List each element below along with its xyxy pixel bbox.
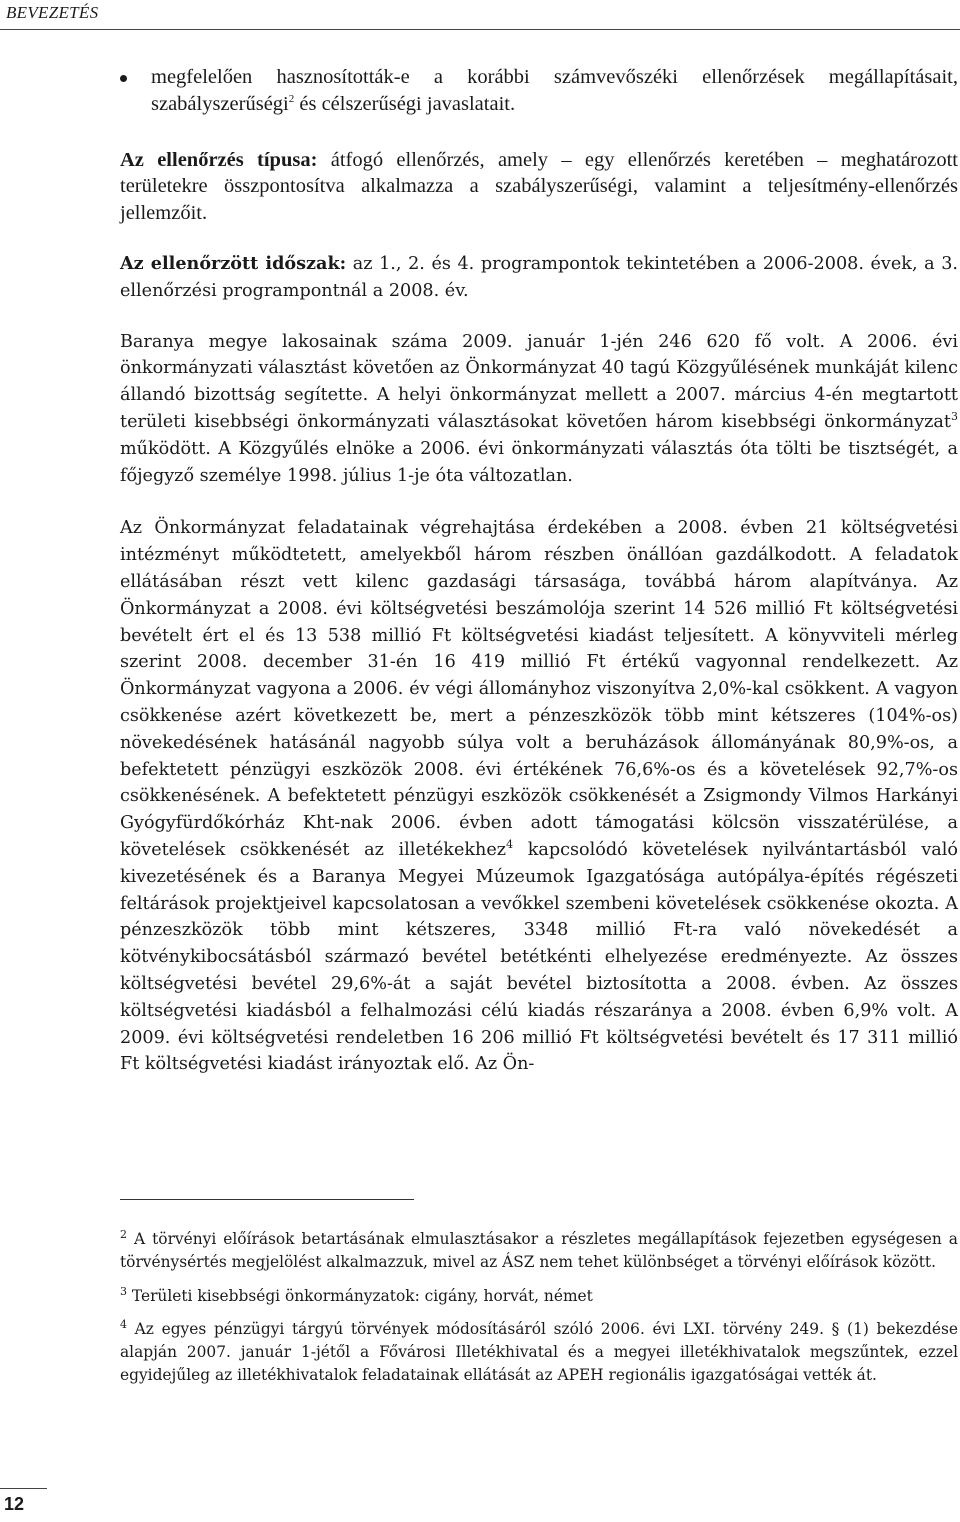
audit-type-label: Az ellenőrzés típusa:	[120, 148, 318, 171]
audit-period-paragraph	[120, 251, 958, 305]
page-number-divider	[0, 1488, 47, 1489]
finance-paragraph	[120, 515, 958, 1078]
footnote-ref[interactable]: 3	[951, 410, 958, 424]
bullet-dot-icon	[120, 75, 127, 82]
footnote-number: 3	[120, 1284, 127, 1298]
footnote-4	[120, 1318, 958, 1386]
finance-text-2: kapcsolódó követelések nyilvántartásból való kivezetésének és a Baranya Megyei Múzeumok Igazgatósága autópálya-építés régészeti feltárások projektjeivel kapcsolatosan a vevőkkel szembeni követelések csökkenése okozta. A pénzeszközök több mint kétszeres, 3348 millió Ft-ra való növekedését a kötvénykibocsátásból származó bevétel betétkénti elhelyezése eredményezte. Az összes költségvetési bevétel 29,6%-át a saját bevétel biztosította a 2008. évben. Az összes költségvetési kiadásból a felhalmozási célú kiadás részaránya a 2008. évben 6,9% volt. A 2009. évi költségvetési rendeletben 16 206 millió Ft költségvetési bevételt és 17 311 millió Ft költségvetési kiadást irányoztak elő. Az Ön-	[120, 839, 959, 1075]
bullet-text: megfelelően hasznosították-e a korábbi számvevőszéki ellenőrzések megállapításait, szabályszerűségi	[151, 66, 958, 115]
audit-type-text: átfogó ellenőrzés, amely – egy ellenőrzés keretében – meghatározott területekre összpontosítva alkalmazza a szabályszerűségi, valamint a teljesítmény-ellenőrzés jellemzőit.	[120, 148, 958, 225]
bullet-item	[120, 64, 958, 118]
audit-period-label: Az ellenőrzött időszak:	[120, 252, 347, 274]
footnote-text: Az egyes pénzügyi tárgyú törvények módosításáról szóló 2006. évi LXI. törvény 249. § (1) bekezdése alapján 2007. január 1-jétől a Fővárosi Illetékhivatal és a megyei illetékhivatalok megszűntek, ezzel egyidejűleg az illetékhivatalok feladatainak ellátását az APEH regionális igazgatóságai vették át.	[120, 1320, 958, 1384]
page-number: 12	[4, 1494, 25, 1514]
population-paragraph	[120, 329, 958, 490]
footnotes	[120, 1228, 958, 1387]
audit-period-text: az 1., 2. és 4. programpontok tekintetében a 2006-2008. évek, a 3. ellenőrzési programpontnál a 2008. év.	[120, 253, 959, 301]
main-content	[120, 64, 958, 1078]
footnote-number: 4	[120, 1318, 127, 1332]
population-text-2: működött. A Közgyűlés elnöke a 2006. évi önkormányzati választás óta tölti be tisztségét, a főjegyző személye 1998. július 1-je óta változatlan.	[120, 438, 958, 486]
footnote-ref[interactable]: 2	[288, 92, 295, 105]
bullet-list	[120, 64, 958, 118]
bullet-text-tail: és célszerűségi javaslatait.	[294, 92, 516, 115]
footnote-divider	[120, 1199, 414, 1200]
section-header: BEVEZETÉS	[6, 3, 99, 22]
footnote-text: A törvényi előírások betartásának elmulasztásakor a részletes megállapítások fejezetben egységesen a törvénysértés megjelölést alkalmazzuk, mivel az ÁSZ nem tehet különbséget a törvényi előírások között.	[120, 1230, 958, 1271]
footnote-number: 2	[120, 1227, 127, 1241]
header-divider	[0, 29, 960, 30]
footnote-text: Területi kisebbségi önkormányzatok: cigány, horvát, német	[127, 1286, 593, 1305]
footnote-2	[120, 1228, 958, 1274]
population-text-1: Baranya megye lakosainak száma 2009. január 1-jén 246 620 fő volt. A 2006. évi önkormányzati választást követően az Önkormányzat 40 tagú Közgyűlésének munkáját kilenc állandó bizottság segítette. A helyi önkormányzat mellett a 2007. március 4-én megtartott területi kisebbségi önkormányzati választásokat követően három kisebbségi önkormányzat	[120, 331, 958, 432]
audit-type-paragraph	[120, 147, 958, 227]
footnote-3	[120, 1285, 958, 1308]
footnote-ref[interactable]: 4	[506, 838, 514, 852]
finance-text-1: Az Önkormányzat feladatainak végrehajtása érdekében a 2008. évben 21 költségvetési intézményt működtetett, amelyekből három részben önállóan gazdálkodott. A feladatok ellátásában részt vett kilenc gazdasági társasága, továbbá három alapítványa. Az Önkormányzat a 2008. évi költségvetési beszámolója szerint 14 526 millió Ft költségvetési bevételt ért el és 13 538 millió Ft költségvetési kiadást teljesített. A könyvviteli mérleg szerint 2008. december 31-én 16 419 millió Ft értékű vagyonnal rendelkezett. Az Önkormányzat vagyona a 2006. év végi állományhoz viszonyítva 2,0%-kal csökkent. A vagyon csökkenése azért következett be, mert a pénzeszközök több mint kétszeres (104%-os) növekedésének hatásánál nagyobb súlya volt a beruházások állományának 80,9%-os, a befektetett pénzügyi eszközök 2008. évi értékének 76,6%-os és a követelések 92,7%-os csökkenésének. A befektetett pénzügyi eszközök csökkenését a Zsigmondy Vilmos Harkányi Gyógyfürdőkórház Kht-nak 2006. évben adott támogatási kölcsön visszatérülése, a követelések csökkenését az illetékekhez	[120, 518, 958, 860]
